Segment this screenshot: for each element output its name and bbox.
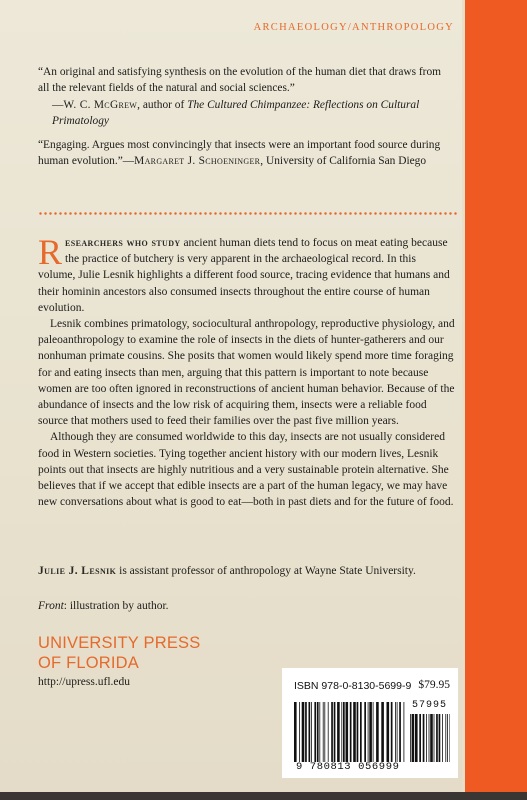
price-addon-barcode xyxy=(410,714,450,762)
addon-number: 57995 xyxy=(412,700,448,711)
endorsement-quote-1 xyxy=(38,64,453,130)
publisher-url: http://upress.ufl.edu xyxy=(38,676,130,688)
dotted-divider xyxy=(38,212,458,215)
description-paragraph-1: Researchers who study ancient human diets tend to focus on meat eating because the practice of butchery is very apparent in the archaeological record. In this volume, Julie Lesnik highlights a different food source, tracing evidence that humans and their hominin ancestors also consumed insects throughout the entire course of human evolution. xyxy=(38,232,450,314)
author-name: Julie J. Lesnik xyxy=(38,565,117,577)
price-text: $79.95 xyxy=(418,679,450,691)
quote-attribution: —W. C. McGrew, author of The Cultured Chimpanzee: Reflections on Cultural Primatology xyxy=(52,98,420,128)
quote-book-title: The Cultured Chimpanzee: Reflections on Cultural Primatology xyxy=(52,98,420,128)
cover-credit: Front: illustration by author. xyxy=(38,600,169,612)
publisher-logo: UNIVERSITY PRESS OF FLORIDA xyxy=(38,634,201,672)
isbn-barcode xyxy=(294,702,406,762)
description-paragraph-2: Lesnik combines primatology, sociocultural anthropology, reproductive physiology, and paleoanthropology to examine the role of insects in the diets of hunter-gatherers and our nonhuman primate cousins. She posits that women would likely spend more time foraging for and eating insects than men, arguing that this pattern is important to note because women are too often ignored in reconstructions of ancient human behavior. Because of the abundance of insects and the low risk of acquiring them, insects were a reliable food source that mothers used to feed their families over the past five million years. xyxy=(38,318,455,428)
barcode-label xyxy=(282,668,458,778)
barcode-digits: 9 780813 056999 xyxy=(296,761,400,773)
author-bio: Julie J. Lesnik is assistant professor of anthropology at Wayne State University. xyxy=(38,565,416,577)
isbn-text: ISBN 978-0-8130-5699-9 xyxy=(294,680,412,692)
quote-affiliation: , University of California San Diego xyxy=(260,155,427,168)
quote-text: “Engaging. Argues most convincingly that insects were an important food source during human evolution.”— xyxy=(38,139,441,168)
quote-author: Margaret J. Schoeninger xyxy=(134,155,261,168)
orange-spine-band xyxy=(465,0,527,800)
description-paragraph-3: Although they are consumed worldwide to this day, insects are not usually considered food in Western societies. Tying together ancient history with our modern lives, Lesnik points out that insects are highly nutritious and a very sustainable protein alternative. She believes that if we accept that edible insects are a part of the human legacy, we may have new conversations about what is good to eat—both in past diets and for the future of food. xyxy=(38,431,454,509)
bottom-shadow xyxy=(0,792,527,800)
lead-in: esearchers who study xyxy=(65,237,181,249)
drop-cap: R xyxy=(38,232,63,272)
quote-author: W. C. McGrew xyxy=(63,98,138,111)
quote-text: “An original and satisfying synthesis on the evolution of the human diet that draws from all the relevant fields of the natural and social sciences.” xyxy=(38,66,442,95)
endorsement-quote-2 xyxy=(38,137,453,170)
book-description xyxy=(38,232,456,510)
category-label: ARCHAEOLOGY/ANTHROPOLOGY xyxy=(253,22,454,33)
